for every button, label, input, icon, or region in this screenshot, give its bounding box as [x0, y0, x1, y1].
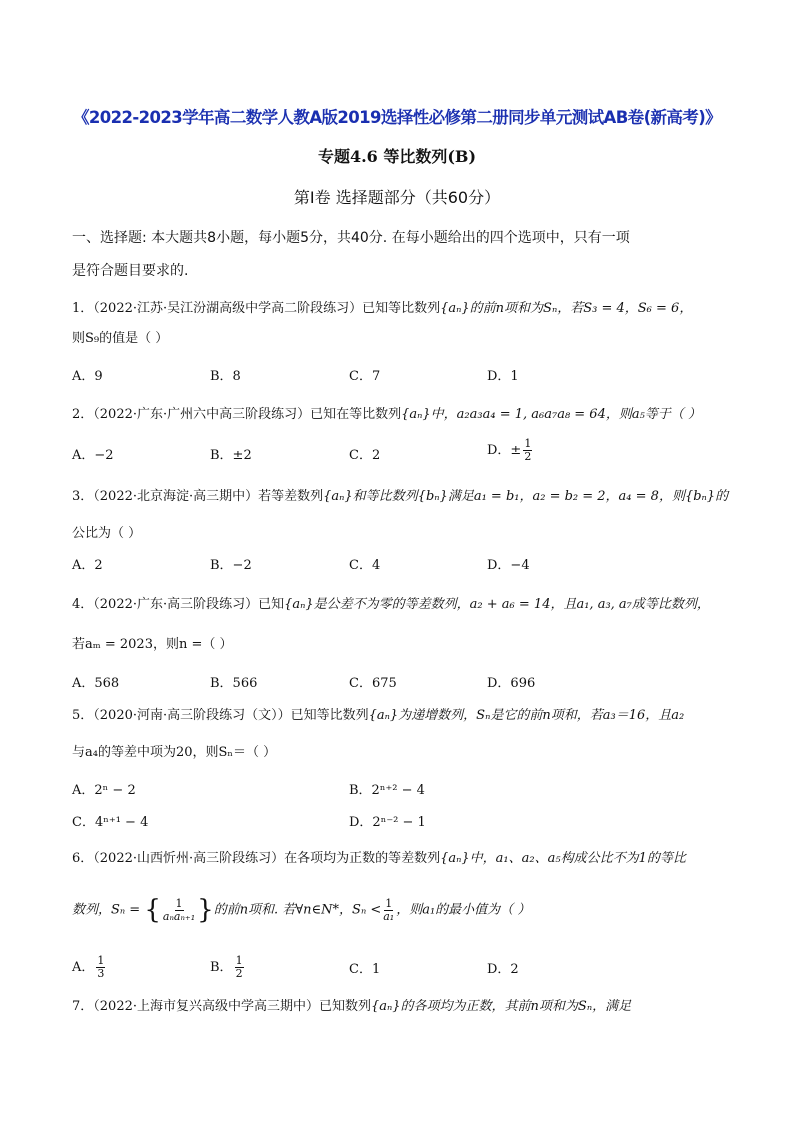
left-brace: { [144, 895, 161, 925]
question-7-stem: 7．（2022·上海市复兴高级中学高三期中）已知数列{aₙ}的各项均为正数，其前n项和为Sₙ，满足 [72, 999, 632, 1014]
question-1-option-a: A．9 [72, 369, 103, 384]
topic-title: 专题4.6 等比数列(B) [317, 147, 477, 166]
question-6-option-d: D．2 [487, 962, 519, 977]
question-4-option-b: B．566 [210, 676, 258, 691]
question-6-stem-2: 数列，Sₙ = { $\frac{1}{\text{aₙaₙ₊₁}}$ }的前n项和. 若∀n∈N*，Sₙ < $\frac{1}{\text{a₁}}$ ，则a₁的最小值为（ ） [72, 895, 531, 925]
question-1-stem: 1．（2022·江苏·吴江汾湖高级中学高二阶段练习）已知等比数列{aₙ}的前n项和为Sₙ，若S₃ = 4，S₆ = 6， [72, 301, 693, 316]
question-3-option-b: B．−2 [210, 558, 252, 573]
question-3-stem: 3．（2022·北京海淀·高三期中）若等差数列{aₙ}和等比数列{bₙ}满足a₁ = b₁，a₂ = b₂ = 2，a₄ = 8，则{bₙ}的 [72, 489, 729, 504]
question-2-option-c: C．2 [349, 448, 381, 463]
question-1-stem-2: 则S₉的值是（ ） [72, 331, 169, 346]
question-3-option-d: D．−4 [487, 558, 530, 573]
fraction: $\frac{1}{2}$ [524, 437, 532, 463]
instructions-line-2: 是符合题目要求的. [72, 263, 189, 279]
question-4-option-d: D．696 [487, 676, 536, 691]
question-2-option-a: A．−2 [72, 448, 114, 463]
question-2-option-b: B．±2 [210, 448, 252, 463]
question-6-stem: 6．（2022·山西忻州·高三阶段练习）在各项均为正数的等差数列{aₙ}中，a₁、a₂、a₅构成公比不为1的等比 [72, 851, 686, 866]
question-1-option-b: B．8 [210, 369, 241, 384]
question-2-stem: 2．（2022·广东·广州六中高三阶段练习）已知在等比数列{aₙ}中，a₂a₃a₄ = 1, a₆a₇a₈ = 64，则a₅等于（ ） [72, 407, 701, 422]
instructions-line-1: 一、选择题: 本大题共8小题，每小题5分，共40分. 在每小题给出的四个选项中，只有一项 [72, 230, 630, 246]
question-3-option-c: C．4 [349, 558, 381, 573]
question-6-option-a: A． $\frac{1}{3}$ [72, 954, 105, 980]
question-1-option-d: D．1 [487, 369, 519, 384]
question-5-stem: 5．（2020·河南·高三阶段练习（文））已知等比数列{aₙ}为递增数列，Sₙ是它的前n项和，若a₃＝16，且a₂ [72, 708, 685, 723]
fraction: $\frac{1}{3}$ [97, 954, 105, 980]
question-3-stem-2: 公比为（ ） [72, 526, 142, 541]
question-5-option-a: A．2ⁿ − 2 [72, 783, 136, 798]
question-4-option-a: A．568 [72, 676, 120, 691]
question-3-option-a: A．2 [72, 558, 103, 573]
question-5-stem-2: 与a₄的等差中项为20，则Sₙ＝（ ） [72, 745, 277, 760]
question-5-option-b: B．2ⁿ⁺² − 4 [349, 783, 425, 798]
question-4-stem-2: 若aₘ = 2023，则n =（ ） [72, 637, 233, 652]
question-4-stem: 4．（2022·广东·高三阶段练习）已知{aₙ}是公差不为零的等差数列，a₂ + a₆ = 14，且a₁, a₃, a₇成等比数列， [72, 597, 710, 612]
series-title: 《2022-2023学年高二数学人教A版2019选择性必修第二册同步单元测试AB卷(新高考)》 [72, 108, 722, 127]
fraction: $\frac{1}{\text{a₁}}$ [383, 896, 395, 923]
question-6-option-b: B． $\frac{1}{2}$ [210, 954, 243, 980]
right-brace: } [197, 895, 214, 925]
question-5-option-c: C．4ⁿ⁺¹ − 4 [72, 815, 149, 830]
question-1-option-c: C．7 [349, 369, 381, 384]
question-2-option-d: D．± $\frac{1}{2}$ [487, 437, 532, 463]
question-6-option-c: C．1 [349, 962, 381, 977]
part-title: 第Ⅰ卷 选择题部分（共60分） [293, 188, 501, 207]
fraction: $\frac{1}{\text{aₙaₙ₊₁}}$ [162, 896, 196, 923]
fraction: $\frac{1}{2}$ [235, 954, 243, 980]
question-5-option-d: D．2ⁿ⁻² − 1 [349, 815, 426, 830]
question-4-option-c: C．675 [349, 676, 397, 691]
